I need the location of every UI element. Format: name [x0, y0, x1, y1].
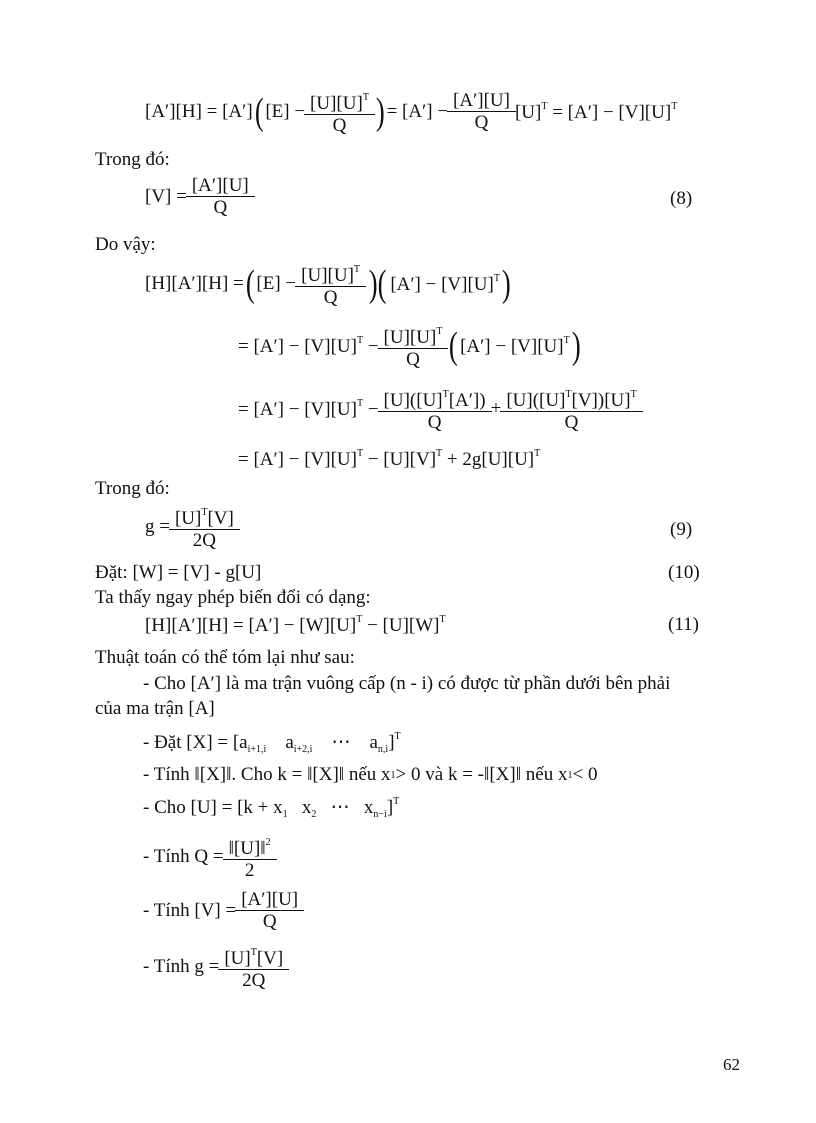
- step2-line: - Đặt $[X] = [a_{i+1,i}$ $a_{i+2,i}$ ⋯ $a_{n,i}]^T$: [143, 731, 401, 755]
- step3-end: < 0: [572, 764, 598, 785]
- step2-prefix: - Đặt: [143, 732, 182, 753]
- equation-v: [V] = $\frac{[A'][U]}{Q}$: [145, 172, 254, 222]
- equation-number-11: (11): [668, 614, 699, 635]
- step3-mid4: nếu x: [525, 764, 568, 785]
- equation-hah-1: [H][A′][H] = ( [E] − $\frac{[U][U]^T}{Q}$ )( $[A'] - [V][U]^T$ ): [145, 263, 511, 308]
- step4-prefix: - Cho: [143, 797, 186, 818]
- step3-line: - Tính ‖[X]‖ . Cho k = ‖[X]‖ nếu x 1 > 0 và k = - ‖[X]‖ nếu x 1 < 0: [143, 764, 598, 785]
- equation-number-9: (9): [670, 519, 693, 540]
- equation-g: g = $\frac{[U]^T[V]}{2Q}$: [145, 502, 239, 552]
- equation-hah-4: = $[A'] - [V][U]^T - [U][V]^T + 2g[U][U]^T$: [238, 447, 541, 470]
- step3-mid1: . Cho k =: [231, 764, 303, 785]
- step3-mid3: > 0 và k = -: [395, 764, 484, 785]
- step6-prefix: - Tính [V] =: [143, 900, 237, 921]
- equation-number-10: (10): [668, 562, 700, 583]
- trong-do-label-1: Trong đó:: [95, 149, 170, 170]
- step5-prefix: - Tính Q =: [143, 846, 224, 867]
- step3-prefix: - Tính: [143, 764, 190, 785]
- step1-line2: của ma trận [A]: [95, 698, 215, 719]
- step3-mid2: nếu x: [348, 764, 391, 785]
- page-number: 62: [723, 1055, 740, 1074]
- dat-w-line: Đặt: [W] = [V] - g[U]: [95, 562, 262, 583]
- trong-do-label-2: Trong đó:: [95, 478, 170, 499]
- equation-number-8: (8): [670, 188, 693, 209]
- step7-line: - Tính g = $\frac{[U]^T[V]}{2Q}$: [143, 942, 288, 992]
- step5-line: - Tính Q = $\frac{‖[U]‖^2}{2}$: [143, 832, 276, 882]
- thuat-toan-line: Thuật toán có thể tóm lại như sau:: [95, 647, 355, 668]
- equation-ah: [A′][H] = [A′] ( [E] − $\frac{[U][U]^T}{Q}$ ) = [A′] − $\frac{[A'][U]}{Q}$ $[U]^T = [A'] - [V][U]^T$: [145, 89, 678, 136]
- equation-hah-w: $[H][A'][H] = [A'] - [W][U]^T - [U][W]^T$: [145, 613, 446, 636]
- step6-line: - Tính [V] = $\frac{[A'][U]}{Q}$: [143, 886, 303, 936]
- step4-line: - Cho $[U] = [k + x_1$ $x_2$ ⋯ $x_{n-i}]^T$: [143, 796, 400, 820]
- equation-hah-3: = $[A'] - [V][U]^T$ − $\frac{[U]([U]^T[A'])}{Q}$ + $\frac{[U]([U]^T[V])[U]^T}{Q}$: [238, 382, 642, 436]
- step1-line1: - Cho [A′] là ma trận vuông cấp (n - i) có được từ phần dưới bên phải: [143, 673, 671, 694]
- do-vay-label: Do vậy:: [95, 234, 156, 255]
- step7-prefix: - Tính g =: [143, 956, 220, 977]
- equation-hah-2: = $[A'] - [V][U]^T$ − $\frac{[U][U]^T}{Q}$ ( $[A'] - [V][U]^T$ ): [238, 325, 581, 370]
- ta-thay-line: Ta thấy ngay phép biến đổi có dạng:: [95, 587, 371, 608]
